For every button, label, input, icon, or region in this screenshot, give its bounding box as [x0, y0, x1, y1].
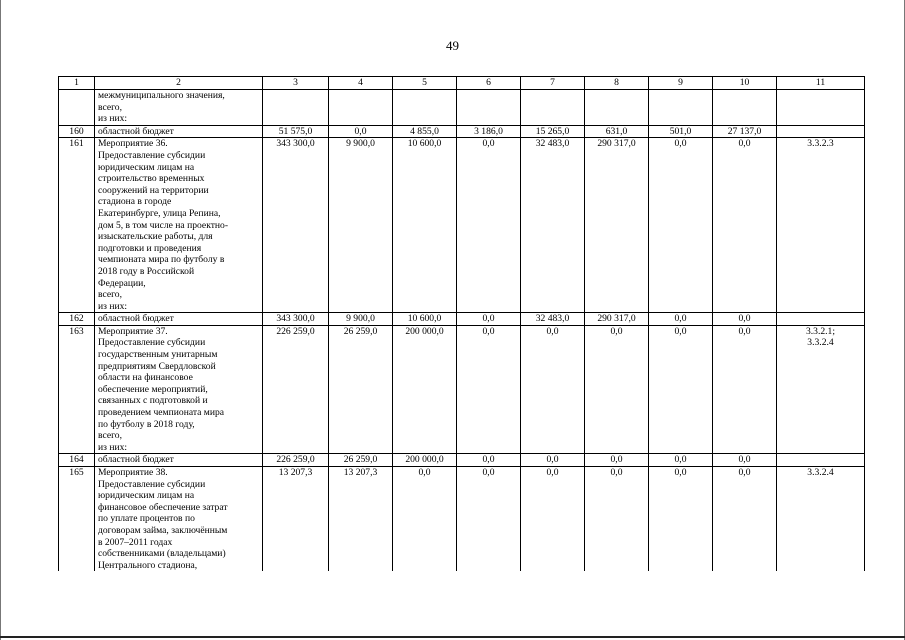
value-col-4: 9 900,0: [329, 138, 393, 313]
value-col-9: 0,0: [649, 325, 713, 454]
row-number: 162: [59, 313, 95, 326]
value-col-10: [713, 90, 777, 126]
table-row: [59, 313, 865, 326]
value-col-6: 0,0: [457, 313, 521, 326]
value-col-8: 631,0: [585, 125, 649, 138]
value-col-5: [393, 90, 457, 126]
value-col-8: 0,0: [585, 454, 649, 467]
value-col-3: 343 300,0: [263, 313, 329, 326]
row-number: 163: [59, 325, 95, 454]
value-col-10: 0,0: [713, 313, 777, 326]
value-col-5: 200 000,0: [393, 454, 457, 467]
value-col-5: 200 000,0: [393, 325, 457, 454]
target-code: 3.3.2.1; 3.3.2.4: [777, 325, 865, 454]
column-header: 2: [95, 77, 263, 90]
value-col-8: [585, 90, 649, 126]
target-code: [777, 454, 865, 467]
target-code: [777, 125, 865, 138]
table-row: [59, 467, 865, 572]
value-col-3: 51 575,0: [263, 125, 329, 138]
value-col-6: 0,0: [457, 454, 521, 467]
value-col-9: 0,0: [649, 467, 713, 572]
value-col-7: 15 265,0: [521, 125, 585, 138]
target-code: 3.3.2.3: [777, 138, 865, 313]
value-col-8: 290 317,0: [585, 138, 649, 313]
target-code: [777, 313, 865, 326]
row-description: Мероприятие 36. Предоставление субсидии юридическим лицам на строительство временных сооружений на территории стадиона в городе Екатеринбурге, улица Репина, дом 5, в том числе на проектно- изыскательские работы, для подготовки и проведения чемпионата мира по футболу в 2018 году в Российской Федерации, всего, из них:: [95, 138, 263, 313]
value-col-9: 0,0: [649, 313, 713, 326]
value-col-4: 26 259,0: [329, 454, 393, 467]
row-number: 161: [59, 138, 95, 313]
value-col-5: 10 600,0: [393, 138, 457, 313]
value-col-5: 10 600,0: [393, 313, 457, 326]
value-col-4: 0,0: [329, 125, 393, 138]
column-header: 9: [649, 77, 713, 90]
value-col-9: 0,0: [649, 454, 713, 467]
value-col-3: 226 259,0: [263, 325, 329, 454]
value-col-6: 3 186,0: [457, 125, 521, 138]
value-col-8: 0,0: [585, 467, 649, 572]
column-header: 4: [329, 77, 393, 90]
row-description: Мероприятие 37. Предоставление субсидии государственным унитарным предприятиям Свердловской области на финансовое обеспечение мероприятий, связанных с подготовкой и проведением чемпионата мира по футболу в 2018 году, всего, из них:: [95, 325, 263, 454]
value-col-6: [457, 90, 521, 126]
value-col-9: [649, 90, 713, 126]
row-number: 164: [59, 454, 95, 467]
value-col-8: 0,0: [585, 325, 649, 454]
value-col-3: 226 259,0: [263, 454, 329, 467]
value-col-10: 0,0: [713, 454, 777, 467]
table-row: [59, 138, 865, 313]
column-header: 10: [713, 77, 777, 90]
value-col-3: [263, 90, 329, 126]
column-header: 7: [521, 77, 585, 90]
column-header: 3: [263, 77, 329, 90]
column-header: 11: [777, 77, 865, 90]
value-col-6: 0,0: [457, 467, 521, 572]
target-code: [777, 90, 865, 126]
bottom-rule: [0, 636, 905, 638]
page-number: 49: [446, 38, 459, 53]
value-col-4: [329, 90, 393, 126]
row-number: 160: [59, 125, 95, 138]
row-description: Мероприятие 38. Предоставление субсидии юридическим лицам на финансовое обеспечение затрат по уплате процентов по договорам займа, заключённым в 2007–2011 годах собственниками (владельцами) Центрального стадиона,: [95, 467, 263, 572]
row-description: областной бюджет: [95, 313, 263, 326]
value-col-10: 0,0: [713, 325, 777, 454]
column-header: 1: [59, 77, 95, 90]
table-row: [59, 454, 865, 467]
value-col-7: 0,0: [521, 454, 585, 467]
value-col-5: 4 855,0: [393, 125, 457, 138]
value-col-9: 501,0: [649, 125, 713, 138]
column-header: 6: [457, 77, 521, 90]
header-row: [59, 77, 865, 90]
table-row: [59, 90, 865, 126]
value-col-3: 13 207,3: [263, 467, 329, 572]
value-col-9: 0,0: [649, 138, 713, 313]
column-header: 8: [585, 77, 649, 90]
row-description: областной бюджет: [95, 454, 263, 467]
value-col-10: 27 137,0: [713, 125, 777, 138]
column-header: 5: [393, 77, 457, 90]
value-col-6: 0,0: [457, 138, 521, 313]
value-col-10: 0,0: [713, 467, 777, 572]
row-number: 165: [59, 467, 95, 572]
table-row: [59, 325, 865, 454]
value-col-7: 0,0: [521, 467, 585, 572]
value-col-3: 343 300,0: [263, 138, 329, 313]
value-col-4: 9 900,0: [329, 313, 393, 326]
value-col-8: 290 317,0: [585, 313, 649, 326]
value-col-4: 13 207,3: [329, 467, 393, 572]
budget-table: [58, 76, 865, 571]
value-col-7: [521, 90, 585, 126]
target-code: 3.3.2.4: [777, 467, 865, 572]
row-number: [59, 90, 95, 126]
value-col-4: 26 259,0: [329, 325, 393, 454]
value-col-5: 0,0: [393, 467, 457, 572]
row-description: областной бюджет: [95, 125, 263, 138]
table-row: [59, 125, 865, 138]
value-col-10: 0,0: [713, 138, 777, 313]
value-col-7: 32 483,0: [521, 138, 585, 313]
value-col-7: 0,0: [521, 325, 585, 454]
row-description: межмуниципального значения, всего, из них:: [95, 90, 263, 126]
value-col-7: 32 483,0: [521, 313, 585, 326]
value-col-6: 0,0: [457, 325, 521, 454]
